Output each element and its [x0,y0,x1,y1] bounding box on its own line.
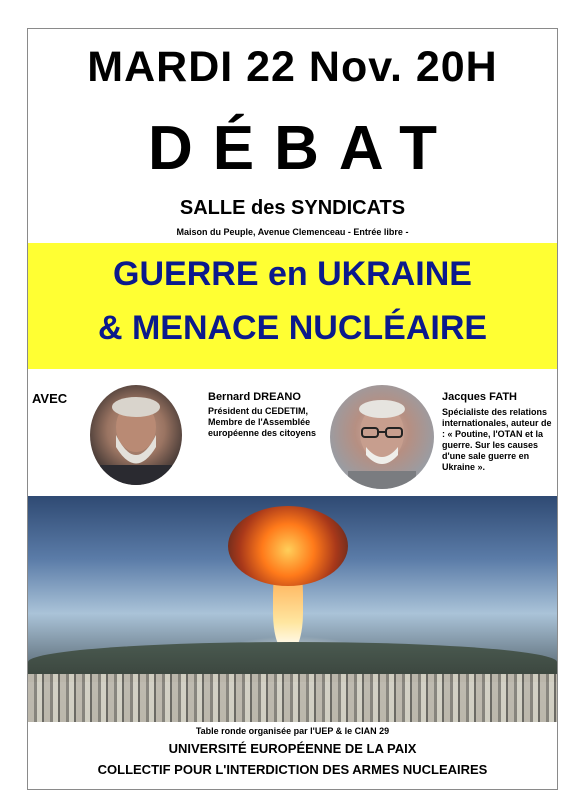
organization-2: COLLECTIF POUR L'INTERDICTION DES ARMES NUCLEAIRES [97,762,488,777]
venue-name: SALLE des SYNDICATS [179,197,406,219]
speakers-label: AVEC [32,391,68,406]
speaker-2-description: Spécialiste des relations internationales, auteur de : « Poutine, l'OTAN et la guerre. Sur les causes d'une sale guerre en Ukraine ». [442,407,552,472]
organizers-note: Table ronde organisée par l'UEP & le CIAN 29 [195,726,390,736]
topic-line-2: & MENACE NUCLÉAIRE [97,309,488,347]
event-date: MARDI 22 Nov. 20H [87,43,498,91]
poster [27,28,558,790]
portrait-icon [330,385,434,489]
portrait-icon [90,385,182,485]
event-title: DÉBAT [148,114,457,183]
organization-1: UNIVERSITÉ EUROPÉENNE DE LA PAIX [168,741,417,756]
topic-line-1: GUERRE en UKRAINE [113,255,472,293]
speaker-2-name: Jacques FATH [442,391,517,403]
speaker-1-description: Président du CEDETIM, Membre de l'Assemblée européenne des citoyens [208,406,317,438]
nuclear-explosion-over-city-image [28,496,557,722]
topic-banner [28,243,557,369]
speaker-1-name: Bernard DREANO [208,391,301,403]
speaker-1-photo [90,385,182,485]
venue-address: Maison du Peuple, Avenue Clemenceau - Entrée libre - [176,227,409,237]
speaker-2-photo [330,385,434,489]
